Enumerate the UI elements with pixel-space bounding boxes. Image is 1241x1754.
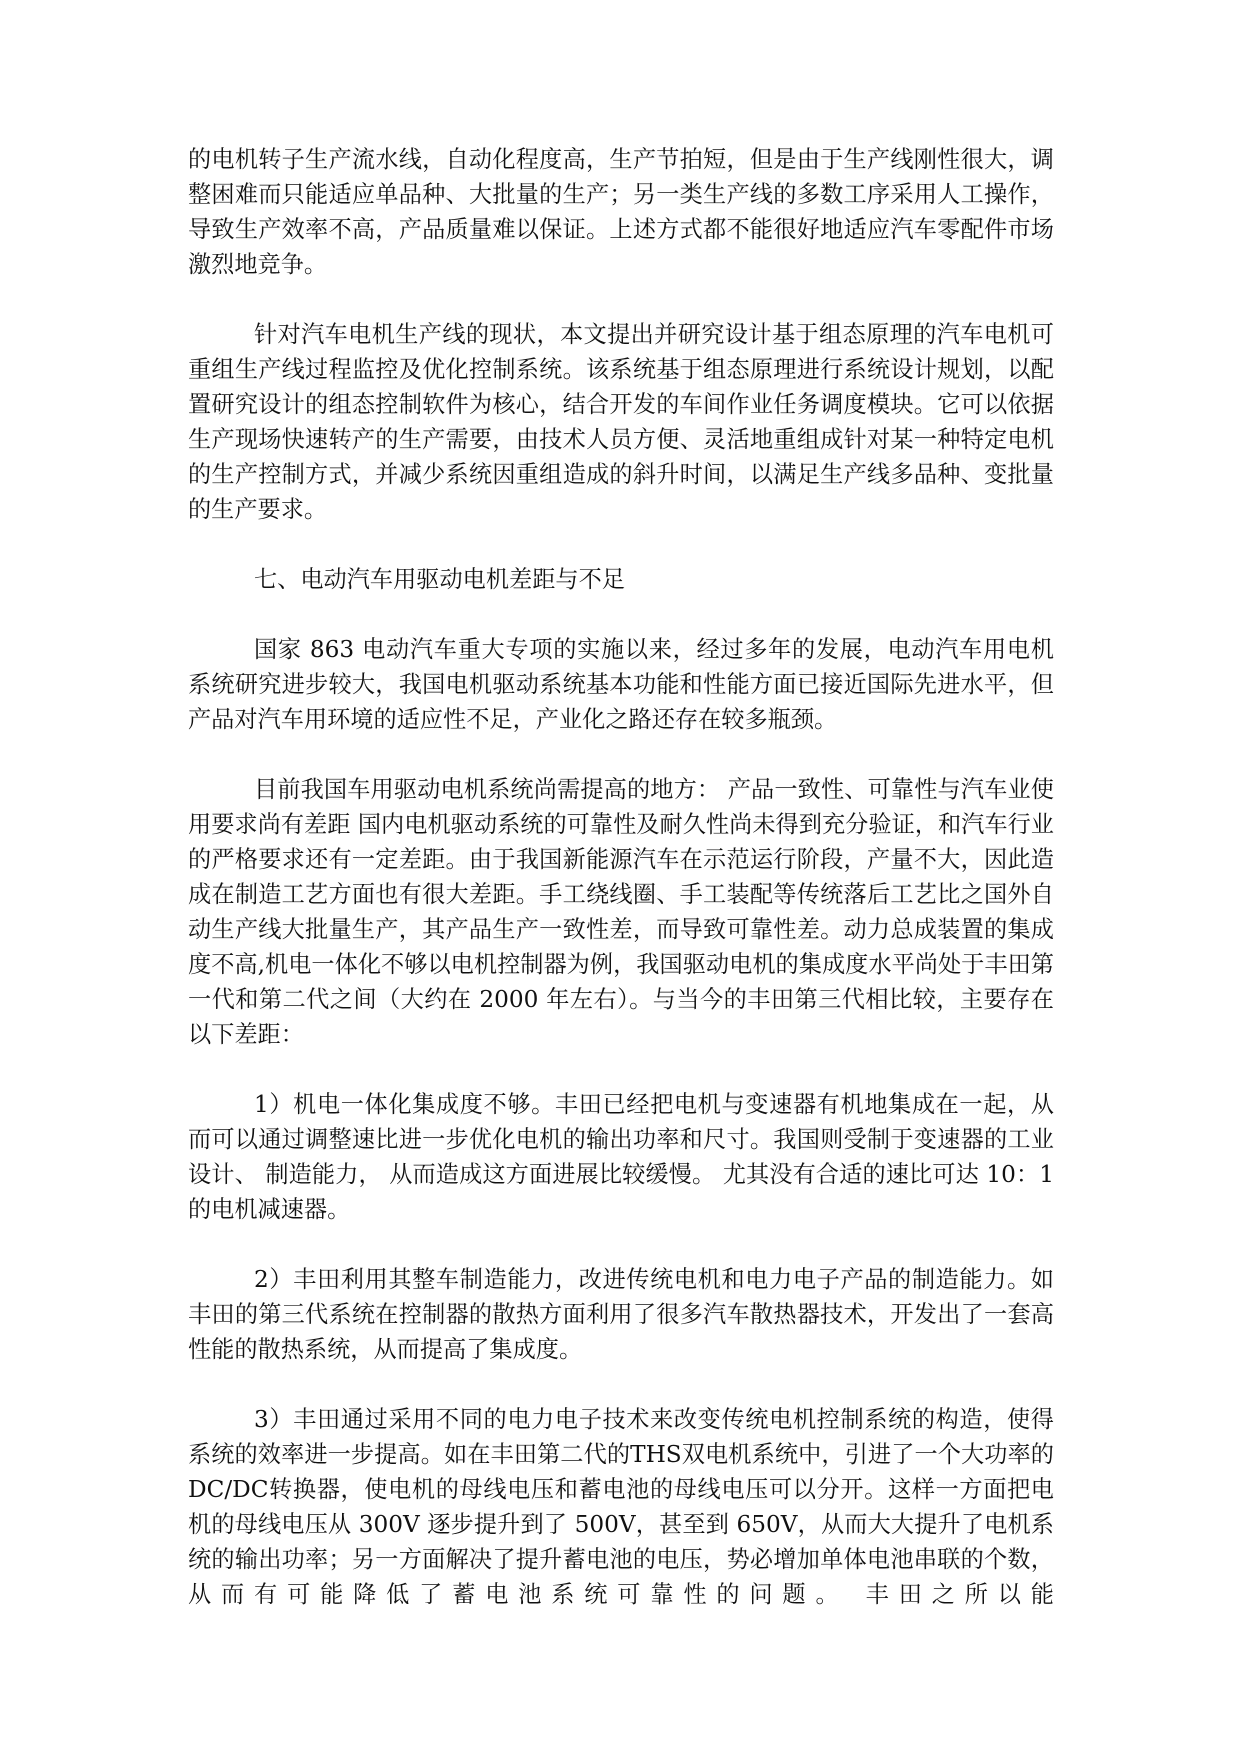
document-body <box>188 142 1054 1612</box>
paragraph-proposed-system: 针对汽车电机生产线的现状，本文提出并研究设计基于组态原理的汽车电机可重组生产线过程监控及优化控制系统。该系统基于组态原理进行系统设计规划，以配置研究设计的组态控制软件为核心，结合开发的车间作业任务调度模块。它可以依据生产现场快速转产的生产需要，由技术人员方便、灵活地重组成针对某一种特定电机的生产控制方式，并减少系统因重组造成的斜升时间，以满足生产线多品种、变批量的生产要求。 <box>188 321 1054 523</box>
section-heading: 七、电动汽车用驱动电机差距与不足 <box>254 566 625 593</box>
list-item-2: 2）丰田利用其整车制造能力，改进传统电机和电力电子产品的制造能力。如丰田的第三代系统在控制器的散热方面利用了很多汽车散热器技术，开发出了一套高性能的散热系统，从而提高了集成度。 <box>188 1266 1054 1363</box>
paragraph-production-line-intro: 的电机转子生产流水线，自动化程度高，生产节拍短，但是由于生产线刚性很大，调整困难而只能适应单品种、大批量的生产；另一类生产线的多数工序采用人工操作，导致生产效率不高，产品质量难以保证。上述方式都不能很好地适应汽车零配件市场激烈地竞争。 <box>188 146 1054 278</box>
list-item-3: 3）丰田通过采用不同的电力电子技术来改变传统电机控制系统的构造，使得系统的效率进一步提高。如在丰田第二代的THS双电机系统中，引进了一个大功率的DC/DC转换器，使电机的母线电压和蓄电池的母线电压可以分开。这样一方面把电机的母线电压从 300V 逐步提升到了 500V，甚至到 650V，从而大大提升了电机系统的输出功率；另一方面解决了提升蓄电池的电压，势必增加单体电池串联的个数，从而有可能降低了蓄电池系统可靠性的问题。 丰田之所以能 <box>188 1406 1054 1608</box>
paragraph-863-project: 国家 863 电动汽车重大专项的实施以来，经过多年的发展，电动汽车用电机系统研究进步较大，我国电机驱动系统基本功能和性能方面已接近国际先进水平，但产品对汽车用环境的适应性不足，产业化之路还存在较多瓶颈。 <box>188 636 1054 733</box>
list-item-1: 1）机电一体化集成度不够。丰田已经把电机与变速器有机地集成在一起，从而可以通过调整速比进一步优化电机的输出功率和尺寸。我国则受制于变速器的工业设计、 制造能力， 从而造成这方面进展比较缓慢。 尤其没有合适的速比可达 10：1 的电机减速器。 <box>188 1091 1054 1223</box>
paragraph-improvement-areas: 目前我国车用驱动电机系统尚需提高的地方： 产品一致性、可靠性与汽车业使用要求尚有差距 国内电机驱动系统的可靠性及耐久性尚未得到充分验证，和汽车行业的严格要求还有一定差距。由于我国新能源汽车在示范运行阶段，产量不大，因此造成在制造工艺方面也有很大差距。手工绕线圈、手工装配等传统落后工艺比之国外自动生产线大批量生产，其产品生产一致性差，而导致可靠性差。动力总成装置的集成度不高,机电一体化不够以电机控制器为例，我国驱动电机的集成度水平尚处于丰田第一代和第二代之间（大约在 2000 年左右）。与当今的丰田第三代相比较，主要存在以下差距： <box>188 776 1054 1048</box>
